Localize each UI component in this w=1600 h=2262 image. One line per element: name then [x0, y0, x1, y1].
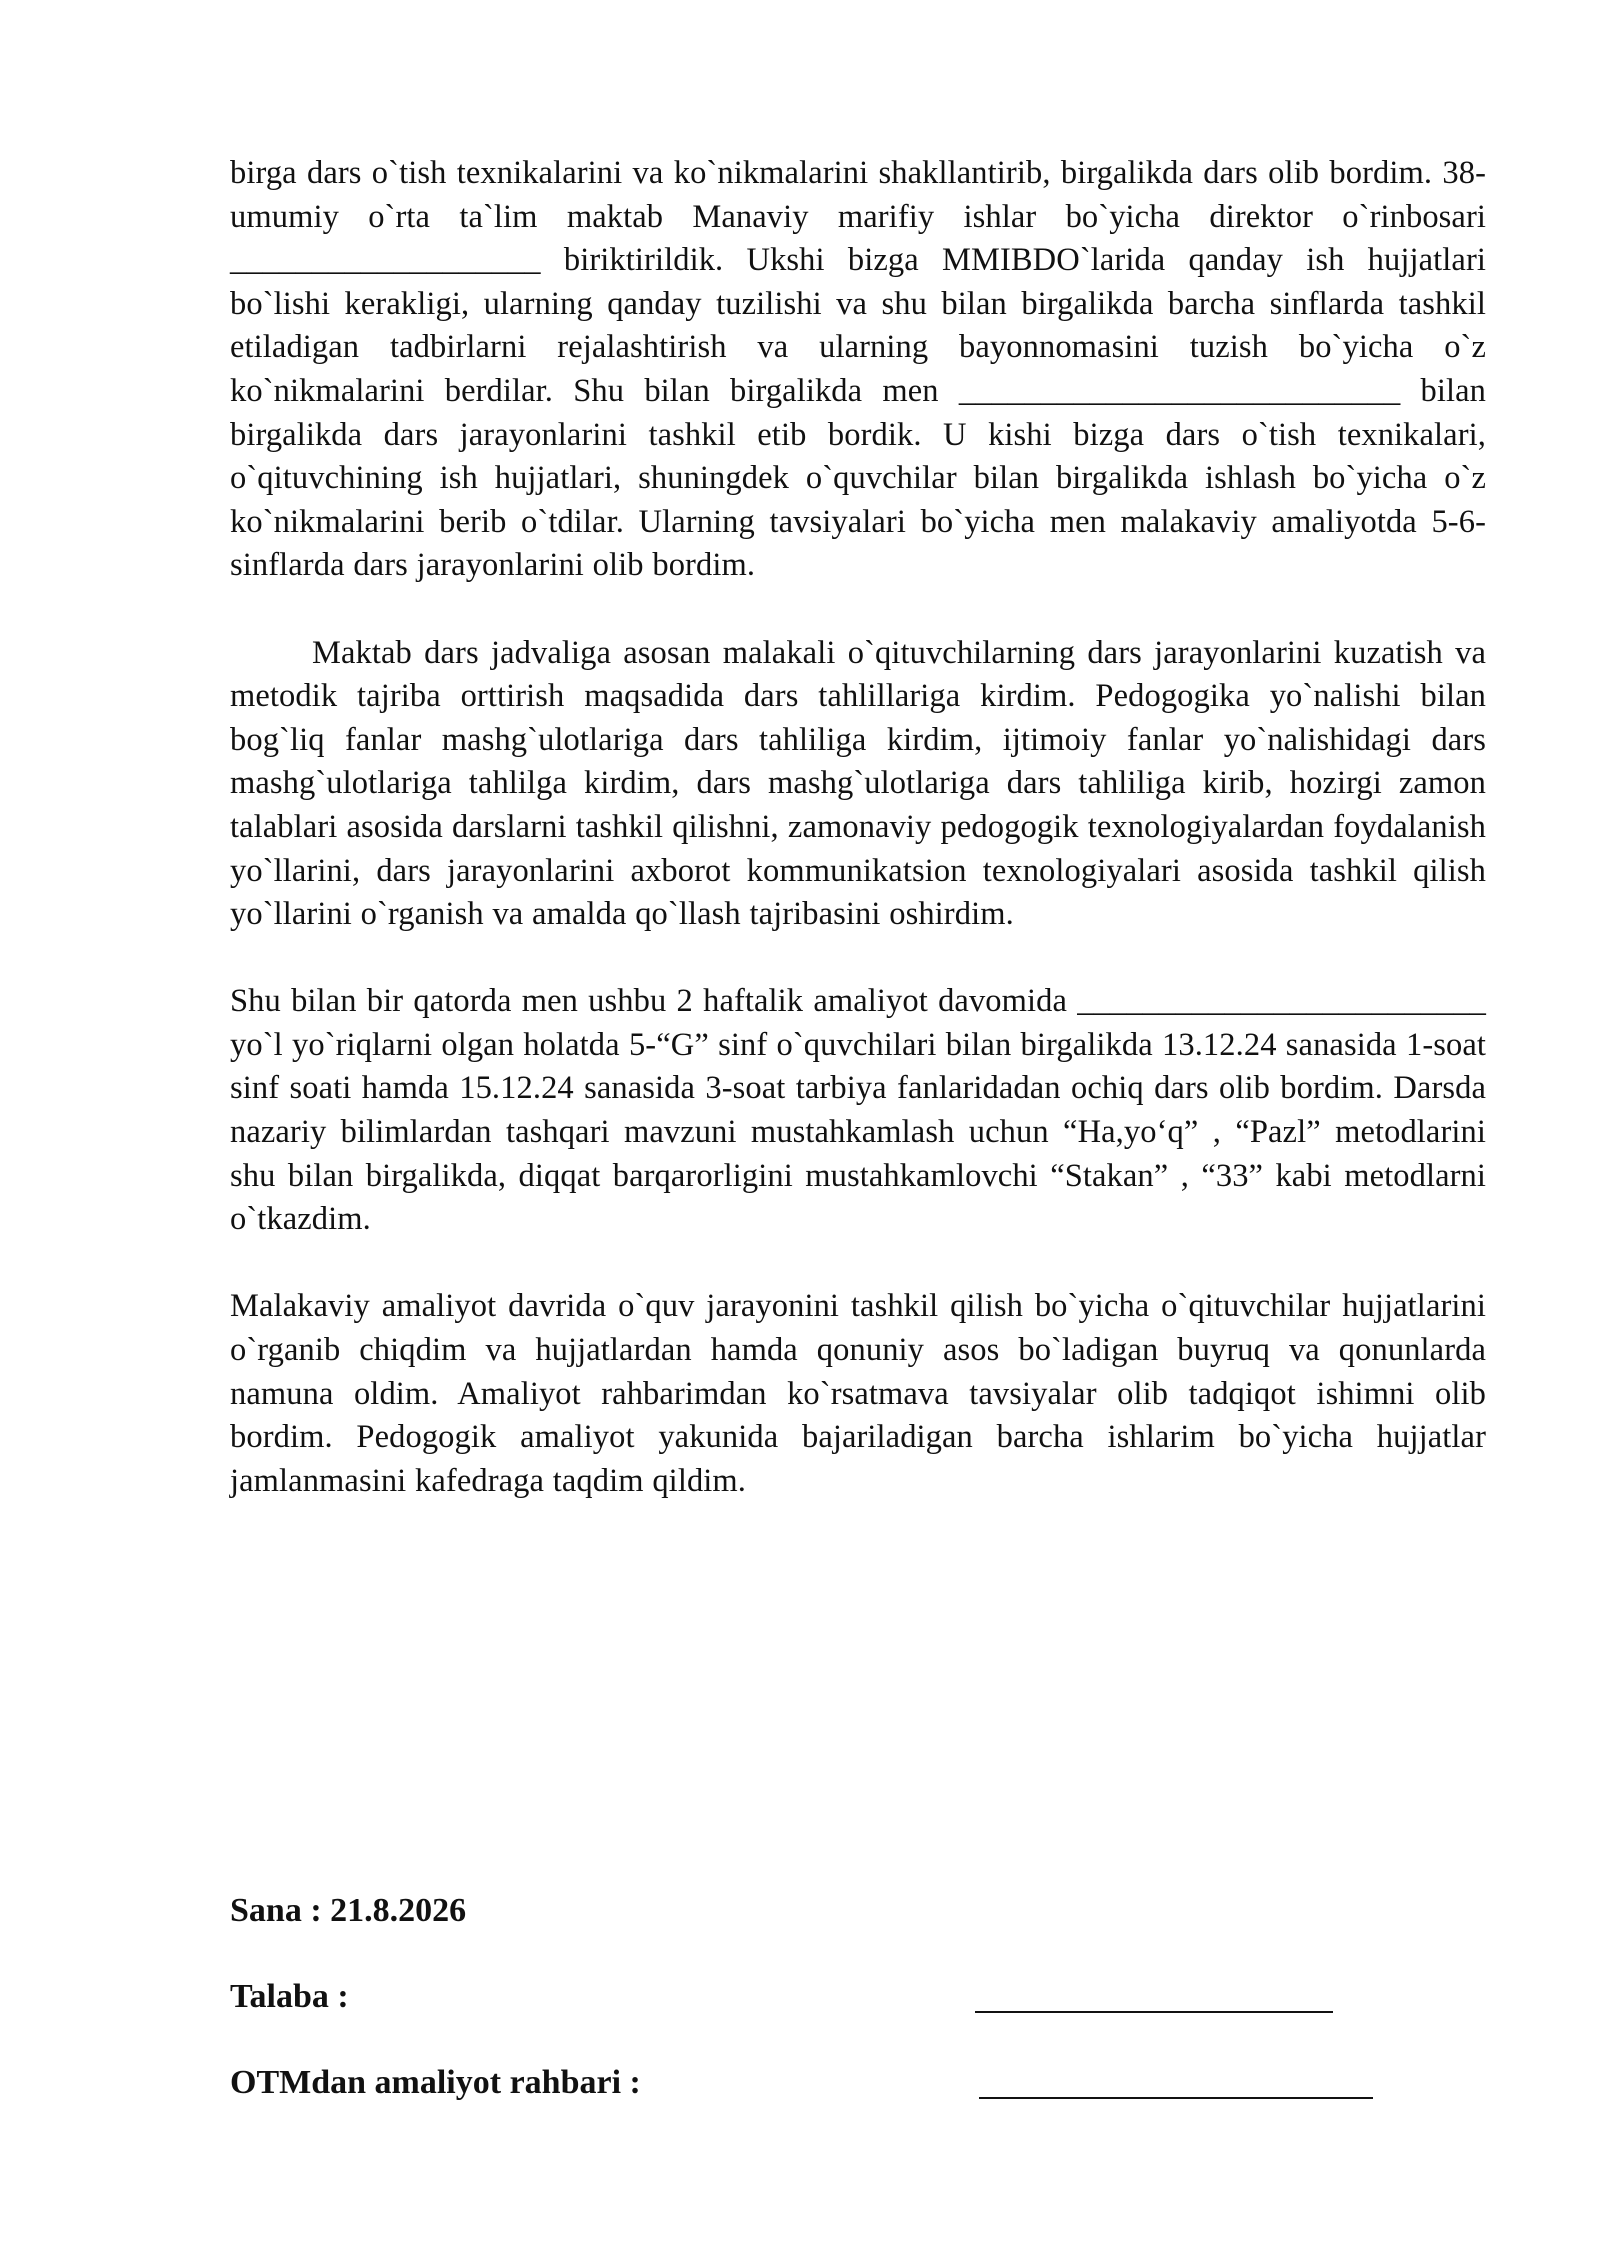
supervisor-label: OTMdan amaliyot rahbari :	[230, 2064, 641, 2101]
paragraph-3-part-2: yo`l yo`riqlarni olgan holatda 5-“G” sinf o`quvchilari bilan birgalikda 13.12.24 sanasida 1-soat sinf soati hamda 15.12.24 sanasida 3-soat tarbiya fanlaridadan ochiq dars olib bordim. Darsda nazariy bilimlardan tashqari mavzuni mustahkamlash uchun “Ha,yo‘q” , “Pazl” metodlarini shu bilan birgalikda, diqqat barqarorligini mustahkamlovchi “Stakan” , “33” kabi metodlarni o`tkazdim.	[230, 1026, 1486, 1238]
paragraph-1	[230, 152, 1486, 588]
paragraph-2: Maktab dars jadvaliga asosan malakali o`qituvchilarning dars jarayonlarini kuzatish va metodik tajriba orttirish maqsadida dars tahlillariga kirdim. Pedogogika yo`nalishi bilan bog`liq fanlar mashg`ulotlariga dars tahliliga kirdim, ijtimoiy fanlar yo`nalishidagi dars mashg`ulotlariga tahlilga kirdim, dars mashg`ulotlariga dars tahliliga kirib, hozirgi zamon talablari asosida darslarni tashkil qilishni, zamonaviy pedogogik texnologiyalardan foydalanish yo`llarini, dars jarayonlarini axborot kommunikatsion texnologiyalari asosida tashkil qilish yo`llarini o`rganish va amalda qo`llash tajribasini oshirdim.	[230, 634, 1486, 933]
paragraph-3	[230, 980, 1486, 1242]
paragraph-1-part-1: birga dars o`tish texnikalarini va ko`nikmalarini shakllantirib, birgalikda dars olib bordim. 38-umumiy o`rta ta`lim maktab Manaviy marifiy ishlar bo`yicha direktor o`rinbosari	[230, 155, 1486, 235]
student-signature-line	[975, 2011, 1333, 2013]
paragraph-1-part-2: biriktirildik. Ukshi bizga MMIBDO`larida qanday ish hujjatlari bo`lishi kerakligi, ularning qanday tuzilishi va shu bilan birgalikda barcha sinflarda tashkil etiladigan tadbirlarni rejalashtirish va ularning bayonnomasini tuzish bo`yicha o`z ko`nikmalarini berdilar. Shu bilan birgalikda men	[230, 242, 1486, 409]
paragraph-3-part-1: Shu bilan bir qatorda men ushbu 2 haftalik amaliyot davomida	[230, 983, 1068, 1020]
student-label: Talaba :	[230, 1978, 349, 2015]
blank-line-3: _________________________	[1077, 983, 1487, 1020]
blank-line-1: ___________________	[230, 242, 541, 279]
date-label: Sana : 21.8.2026	[230, 1892, 467, 1929]
supervisor-signature-line	[979, 2097, 1373, 2099]
paragraph-1-part-3: bilan birgalikda dars jarayonlarini tashkil etib bordik. U kishi bizga dars o`tish texnikalari, o`qituvchining ish hujjatlari, shuningdek o`quvchilar bilan birgalikda ishlash bo`yicha o`z ko`nikmalarini berib o`tdilar. Ularning tavsiyalari bo`yicha men malakaviy amaliyotda 5-6-sinflarda dars jarayonlarini olib bordim.	[230, 372, 1486, 584]
blank-line-2: ___________________________	[958, 372, 1401, 409]
body-text	[230, 152, 1486, 1503]
paragraph-4: Malakaviy amaliyot davrida o`quv jarayonini tashkil qilish bo`yicha o`qituvchilar hujjatlarini o`rganib chiqdim va hujjatlardan hamda qonuniy asos bo`ladigan buyruq va qonunlarda namuna oldim. Amaliyot rahbarimdan ko`rsatmava tavsiyalar olib tadqiqot ishimni olib bordim. Pedogogik amaliyot yakunida bajariladigan barcha ishlarim bo`yicha hujjatlar jamlanmasini kafedraga taqdim qildim.	[230, 1288, 1486, 1499]
